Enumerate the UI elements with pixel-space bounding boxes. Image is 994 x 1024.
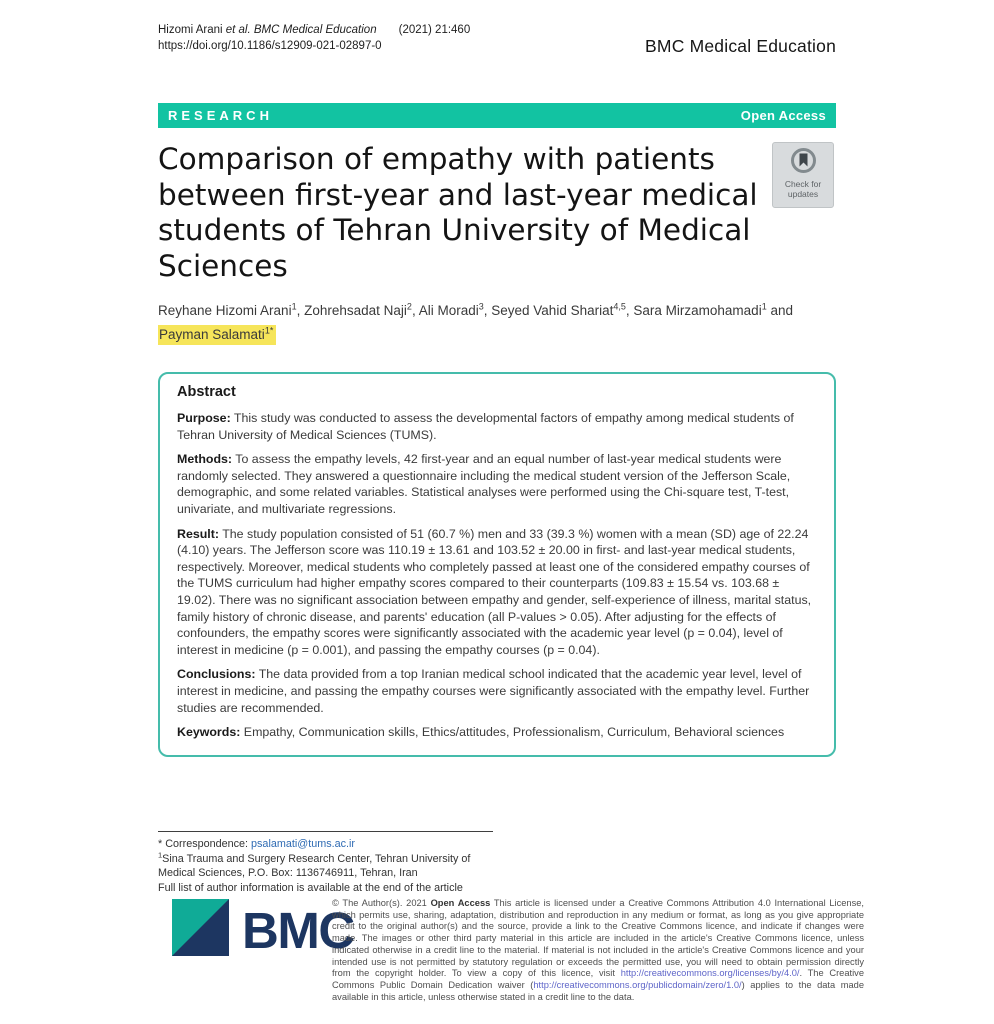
bmc-logo-text: BMC xyxy=(242,901,354,959)
abstract-purpose: Purpose: This study was conducted to assess the developmental factors of empathy among medical students of Tehran University of Medical Sciences (TUMS). xyxy=(177,411,794,442)
author: Seyed Vahid Shariat$^{4,5}$, xyxy=(491,301,634,318)
citation-line xyxy=(158,22,470,38)
author-info-note: Full list of author information is available at the end of the article xyxy=(158,881,463,894)
abstract-conclusions: Conclusions: The data provided from a top Iranian medical school indicated that the academic year level, level of interest in medicine, and passing the empathy courses were significantly associated with the empathy level. Further studies are recommended. xyxy=(177,667,810,715)
abstract-result: Result: The study population consisted of 51 (60.7 %) men and 33 (39.3 %) women with a mean (SD) age of 22.24 (4.10) years. The Jefferson score was 110.19 ± 13.61 and 103.52 ± 20.00 in first- and last-year medical students, respectively. Moreover, medical students who completely passed at least one of the considered empathy courses of the TUMS curriculum had higher empathy scores compared to their counterparts (109.83 ± 15.54 vs. 103.68 ± 19.02). There was no significant association between empathy and gender, self-experience of illness, marital status, family history of chronic disease, and parents' education (all P-values > 0.05). After adjusting for the effects of confounders, the empathy scores were significantly associated with the academic year level (p = 0.04), level of interest in medicine (p = 0.001), and passing the empathy courses (p = 0.04). xyxy=(177,526,812,657)
open-access-bold: Open Access xyxy=(430,898,491,908)
bmc-logo xyxy=(172,899,354,961)
abstract-box xyxy=(158,372,836,757)
journal-name: BMC Medical Education xyxy=(645,36,836,56)
correspondence-email-link[interactable]: psalamati@tums.ac.ir xyxy=(251,838,355,850)
author: Zohrehsadat Naji$^2$, xyxy=(304,301,419,318)
license-text: © The Author(s). 2021 Open Access This article is licensed under a Creative Commons Attribution 4.0 International License, which permits use, sharing, adaptation, distribution and reproduction in any medium or format, as long as you give appropriate credit to the original author(s) and the source, provide a link to the Creative Commons licence, and indicate if changes were made. The images or other third party material in this article are included in the article's Creative Commons licence, unless indicated otherwise in a credit line to the material. If material is not included in the article's Creative Commons licence and your intended use is not permitted by statutory regulation or exceeds the permitted use, you will need to obtain permission directly from the copyright holder. To view a copy of this licence, visit http://creativecommons.org/licenses/by/4.0/. The Creative Commons Public Domain Dedication waiver (http://creativecommons.org/publicdomain/zero/1.0/) applies to the data made available in this article, unless otherwise stated in a credit line to the data. xyxy=(332,898,864,1002)
article-title: Comparison of empathy with patients between first-year and last-year medical students of Tehran University of Medical Sciences xyxy=(158,142,758,283)
research-label: RESEARCH xyxy=(168,108,273,123)
citation-author: Hizomi Arani xyxy=(158,24,226,36)
running-head xyxy=(158,22,470,54)
author-list xyxy=(158,299,848,347)
citation-volume: (2021) 21:460 xyxy=(398,24,471,36)
open-access-label: Open Access xyxy=(740,108,826,123)
correspondence-footnote xyxy=(158,831,503,895)
author: Ali Moradi$^3$, xyxy=(418,301,492,318)
cc-zero-waiver-link[interactable]: http://creativecommons.org/publicdomain/zero/1.0/ xyxy=(533,979,742,990)
author-line-1 xyxy=(158,299,848,323)
cc-by-license-link[interactable]: http://creativecommons.org/licenses/by/4.0/ xyxy=(620,968,800,979)
author: Reyhane Hizomi Arani$^1$, xyxy=(158,301,305,318)
abstract-keywords: Keywords: Empathy, Communication skills, Ethics/attitudes, Professionalism, Curriculum, Behavioral sciences xyxy=(177,725,785,740)
author: Sara Mirzamohamadi$^1$ and xyxy=(633,301,793,318)
bmc-logo-mark-icon xyxy=(172,899,229,961)
abstract-heading: Abstract xyxy=(177,384,236,400)
affiliation-line: $^1$Sina Trauma and Surgery Research Center, Tehran University of Medical Sciences, P.O. Box: 1136746911, Tehran, Iran xyxy=(158,849,471,879)
citation-journal: et al. BMC Medical Education xyxy=(225,24,377,36)
check-badge-text: Check for updates xyxy=(784,179,822,199)
author-line-2 xyxy=(158,323,848,347)
check-for-updates-badge[interactable] xyxy=(772,142,834,208)
abstract-methods: Methods: To assess the empathy levels, 42 first-year and an equal number of last-year medical students were randomly selected. They answered a questionnaire including the medical student version of the Jefferson Scale, demographic, and some related variables. Statistical analyses were performed using the Chi-square test, T-test, univariate, and multivariate regressions. xyxy=(177,452,791,516)
correspondence-line: * Correspondence: psalamati@tums.ac.ir xyxy=(158,838,355,850)
crossmark-bookmark-icon xyxy=(790,161,817,178)
article-type-banner xyxy=(158,103,836,128)
doi-link[interactable]: https://doi.org/10.1186/s12909-021-02897-0 xyxy=(158,40,382,52)
corresponding-author-highlight: Payman Salamati$^{1*}$ xyxy=(158,325,276,345)
footnote-divider xyxy=(158,831,493,832)
